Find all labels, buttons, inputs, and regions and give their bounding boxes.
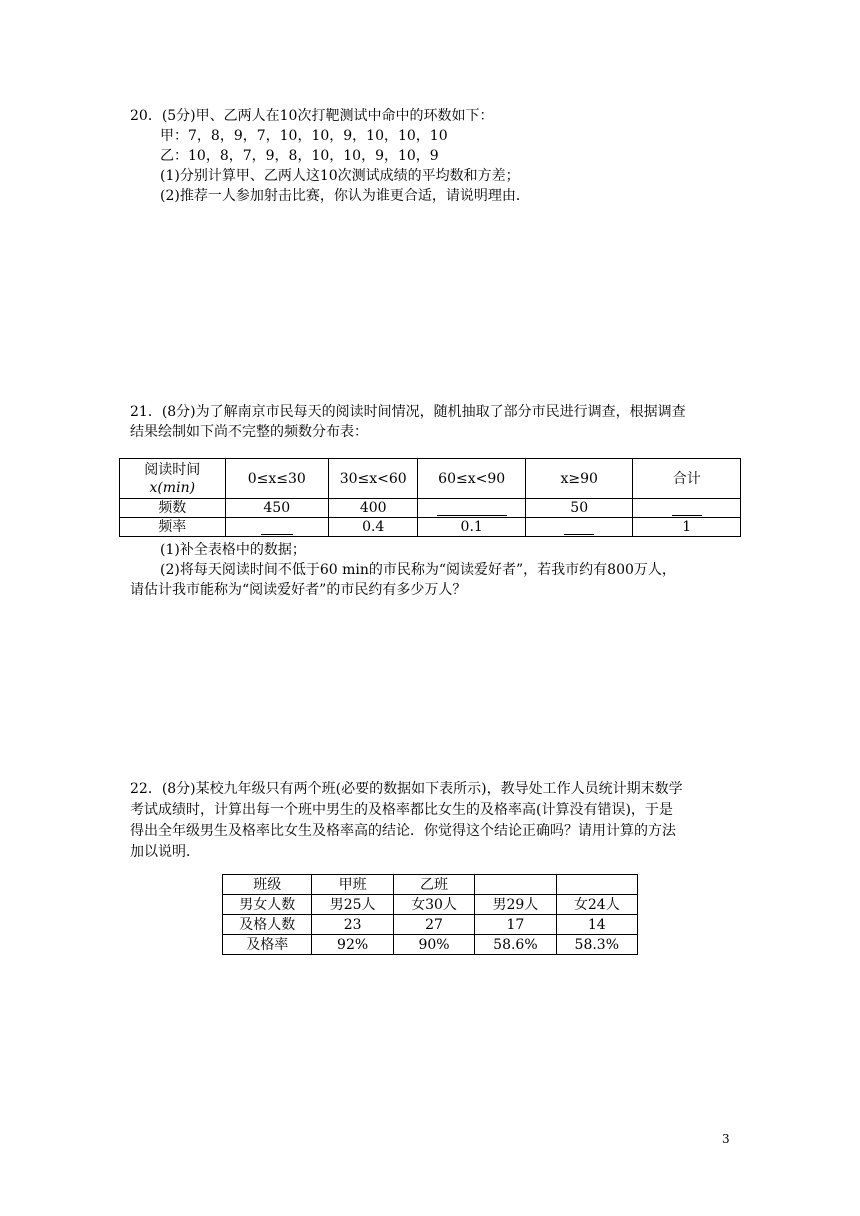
q20-title: 20．(5分)甲、乙两人在10次打靶测试中命中的环数如下： [130, 108, 494, 124]
q22-cell: 58.3% [556, 935, 637, 955]
q22-cell: 男女人数 [223, 895, 312, 915]
q21-col2: 30≤x<60 [329, 459, 418, 499]
q21-rate-cell: 1 [633, 518, 741, 537]
q21-freq-cell [418, 499, 526, 518]
q21-freq-cell [633, 499, 741, 518]
q22-cell: 及格人数 [223, 915, 312, 935]
q22-cell: 23 [312, 915, 393, 935]
q21-freq-label: 频数 [120, 499, 226, 518]
q21-col5: 合计 [633, 459, 741, 499]
page-number: 3 [722, 1132, 730, 1146]
q21-part1: (1)补全表格中的数据； [160, 542, 306, 558]
q21-header-label-line1: 阅读时间 [144, 461, 201, 478]
q21-rate-cell: 0.1 [418, 518, 526, 537]
q21-col4: x≥90 [525, 459, 633, 499]
q22-cell: 男25人 [312, 895, 393, 915]
q22-cell: 班级 [223, 875, 312, 895]
q22-cell: 58.6% [475, 935, 556, 955]
q21-title-line2: 结果绘制如下尚不完整的频数分布表： [130, 424, 368, 440]
blank-line [261, 520, 293, 535]
q22-cell: 27 [393, 915, 474, 935]
q21-rate-cell [225, 518, 329, 537]
q21-freq-cell: 50 [525, 499, 633, 518]
q22-cell: 男29人 [475, 895, 556, 915]
q20-jia-scores: 甲：7，8，9，7，10，10，9，10，10，10 [160, 128, 448, 144]
q21-rate-label: 频率 [120, 518, 226, 537]
q21-col3: 60≤x<90 [418, 459, 526, 499]
q21-col1: 0≤x≤30 [225, 459, 329, 499]
q20-yi-scores: 乙：10，8，7，9，8，10，10，9，10，9 [160, 148, 439, 164]
blank-line [437, 501, 507, 516]
q22-cell: 14 [556, 915, 637, 935]
q22-line2: 考试成绩时，计算出每一个班中男生的及格率都比女生的及格率高(计算没有错误)，于是 [130, 802, 673, 818]
q22-cell: 乙班 [393, 875, 474, 895]
q22-line1: 22．(8分)某校九年级只有两个班(必要的数据如下表所示)，教导处工作人员统计期末数学 [130, 781, 683, 797]
q21-header-label [120, 459, 226, 499]
q22-cell [556, 875, 637, 895]
q22-line3: 得出全年级男生及格率比女生及格率高的结论．你觉得这个结论正确吗？请用计算的方法 [130, 823, 676, 839]
q21-freq-cell: 450 [225, 499, 329, 518]
q21-title-line1: 21．(8分)为了解南京市民每天的阅读时间情况，随机抽取了部分市民进行调查，根据调查 [130, 404, 686, 420]
q21-rate-cell [525, 518, 633, 537]
q21-header-label-line2: x(min) [149, 479, 196, 496]
blank-line [672, 501, 702, 516]
q22-cell [475, 875, 556, 895]
q22-cell: 17 [475, 915, 556, 935]
q20-part1: (1)分别计算甲、乙两人这10次测试成绩的平均数和方差； [160, 168, 520, 184]
q21-frequency-table [119, 458, 741, 537]
q21-rate-cell: 0.4 [329, 518, 418, 537]
q21-freq-cell: 400 [329, 499, 418, 518]
q22-cell: 女30人 [393, 895, 474, 915]
q22-cell: 92% [312, 935, 393, 955]
q21-part2-line1: (2)将每天阅读时间不低于60 min的市民称为“阅读爱好者”，若我市约有800万人， [160, 562, 676, 578]
q22-line4: 加以说明． [130, 844, 200, 860]
q20-part2: (2)推荐一人参加射击比赛，你认为谁更合适，请说明理由． [160, 188, 530, 204]
q22-cell: 及格率 [223, 935, 312, 955]
q21-part2-line2: 请估计我市能称为“阅读爱好者”的市民约有多少万人？ [130, 582, 467, 598]
q22-cell: 甲班 [312, 875, 393, 895]
q22-class-table [222, 874, 638, 955]
q22-cell: 90% [393, 935, 474, 955]
blank-line [564, 520, 594, 535]
q22-cell: 女24人 [556, 895, 637, 915]
